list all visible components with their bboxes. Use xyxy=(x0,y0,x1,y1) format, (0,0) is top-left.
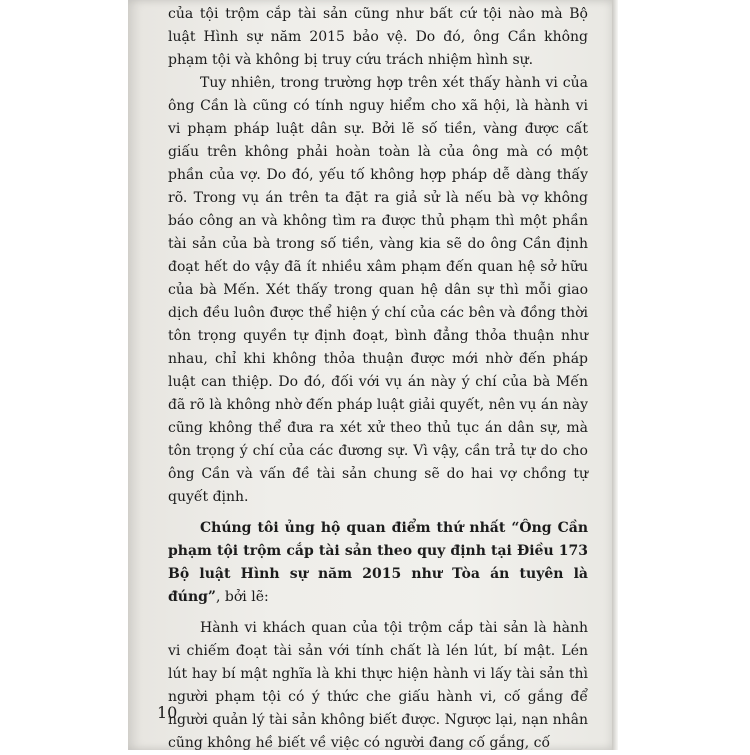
paragraph-continuation: của tội trộm cắp tài sản cũng như bất cứ tội nào mà Bộ luật Hình sự năm 2015 bảo vệ. Do đó, ông Cần không phạm tội và không bị truy cứu trách nhiệm hình sự. xyxy=(168,6,588,68)
viewpoint-bold-text: Chúng tôi ủng hộ quan điểm thứ nhất “Ông Cần phạm tội trộm cắp tài sản theo quy định tại Điều 173 Bộ luật Hình sự năm 2015 như Tòa án tuyên là đúng” xyxy=(168,520,588,605)
viewpoint-suffix: , bởi lẽ: xyxy=(216,589,269,605)
page-body xyxy=(168,3,588,755)
page-edge xyxy=(612,0,618,750)
paragraph-viewpoint xyxy=(168,517,588,609)
paragraph-objective-conduct: Hành vi khách quan của tội trộm cắp tài sản là hành vi chiếm đoạt tài sản với tính chất là lén lút, bí mật. Lén lút hay bí mật nghĩa là khi thực hiện hành vi lấy tài sản thì người phạm tội có ý thức che giấu hành vi, cố gắng để người quản lý tài sản không biết được. Ngược lại, nạn nhân cũng không hề biết về việc có người đang cố gắng, cố xyxy=(168,620,588,751)
page-number: 10 xyxy=(157,703,178,722)
paragraph-civil-law-analysis: Tuy nhiên, trong trường hợp trên xét thấy hành vi của ông Cần là cũng có tính nguy hiểm cho xã hội, là hành vi vi phạm pháp luật dân sự. Bởi lẽ số tiền, vàng được cất giấu trên không phải hoàn toàn là của ông mà có một phần của vợ. Do đó, yếu tố không hợp pháp dễ dàng thấy rõ. Trong vụ án trên ta đặt ra giả sử là nếu bà vợ không báo công an và không tìm ra được thủ phạm thì một phần tài sản của bà trong số tiền, vàng kia sẽ do ông Cần định đoạt hết do vậy đã ít nhiều xâm phạm đến quan hệ sở hữu của bà Mến. Xét thấy trong quan hệ dân sự thì mỗi giao dịch đều luôn được thể hiện ý chí của các bên và đồng thời tôn trọng quyền tự định đoạt, bình đẳng thỏa thuận như nhau, chỉ khi không thỏa thuận được mới nhờ đến pháp luật can thiệp. Do đó, đối với vụ án này ý chí của bà Mến đã rõ là không nhờ đến pháp luật giải quyết, nên vụ án này cũng không thể đưa ra xét xử theo thủ tục án dân sự, mà tôn trọng ý chí của các đương sự. Vì vậy, cần trả tự do cho ông Cần và vấn đề tài sản chung sẽ do hai vợ chồng tự quyết định. xyxy=(168,75,588,505)
